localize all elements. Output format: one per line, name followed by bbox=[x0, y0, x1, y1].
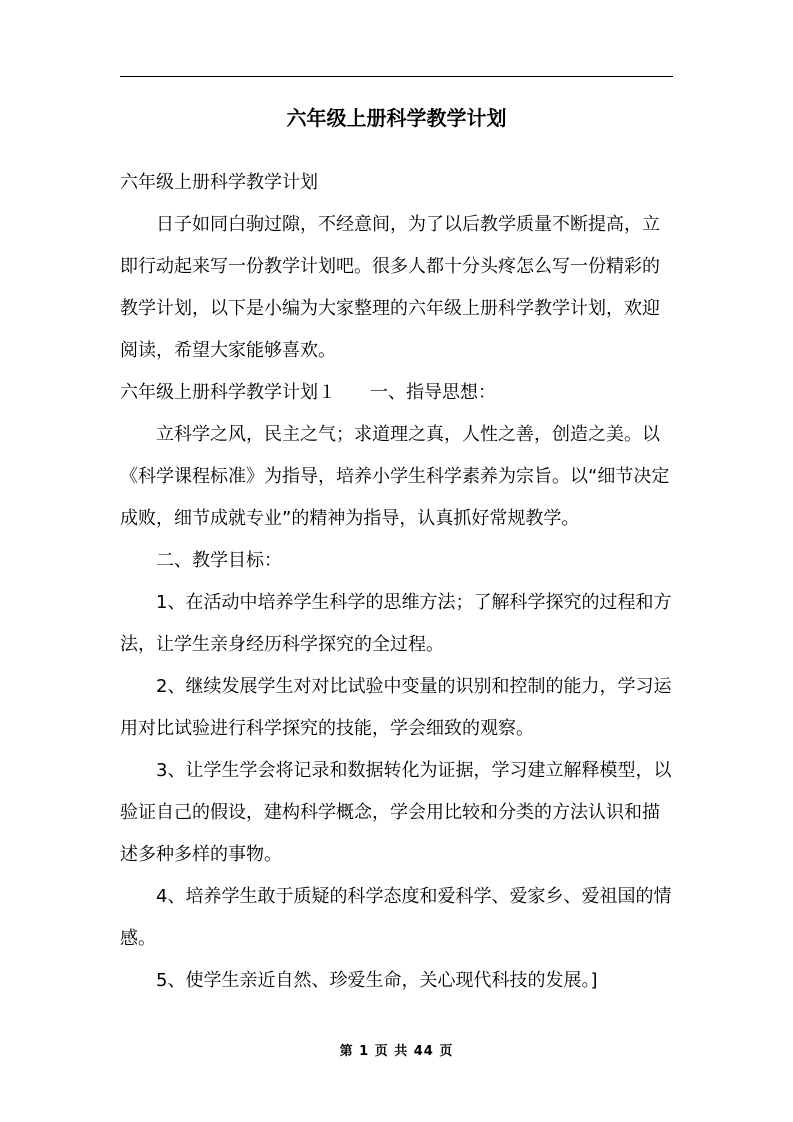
plan-heading-line bbox=[120, 372, 673, 414]
goal-item-2: 2、继续发展学生对对比试验中变量的识别和控制的能力，学习运用对比试验进行科学探究的技能，学会细致的观察。 bbox=[120, 676, 672, 739]
header-rule bbox=[120, 76, 673, 77]
section1-body: 立科学之风，民主之气；求道理之真，人性之善，创造之美。以《科学课程标准》为指导，培养小学生科学素养为宗旨。以“细节决定成败，细节成就专业”的精神为指导，认真抓好常规教学。 bbox=[120, 424, 670, 529]
intro-paragraph: 日子如同白驹过隙，不经意间，为了以后教学质量不断提高，立即行动起来写一份教学计划吧。很多人都十分头疼怎么写一份精彩的教学计划，以下是小编为大家整理的六年级上册科学教学计划，欢迎阅读，希望大家能够喜欢。 bbox=[120, 214, 660, 361]
plan-label: 六年级上册科学教学计划１ bbox=[120, 382, 336, 403]
document-subtitle: 六年级上册科学教学计划 bbox=[120, 172, 318, 193]
goal-item-3: 3、让学生学会将记录和数据转化为证据，学习建立解释模型，以验证自己的假设，建构科学概念，学会用比较和分类的方法认识和描述多种多样的事物。 bbox=[120, 760, 672, 865]
document-body bbox=[120, 162, 673, 1002]
goal-item-1: 1、在活动中培养学生科学的思维方法；了解科学探究的过程和方法，让学生亲身经历科学探究的全过程。 bbox=[120, 592, 672, 655]
document-title: 六年级上册科学教学计划 bbox=[286, 106, 507, 130]
goal-item-4: 4、培养学生敢于质疑的科学态度和爱科学、爱家乡、爱祖国的情感。 bbox=[120, 886, 672, 949]
page-number-footer: 第 1 页 共 44 页 bbox=[339, 1044, 454, 1059]
section2-heading: 二、教学目标： bbox=[156, 550, 282, 571]
section1-heading: 一、指导思想： bbox=[370, 382, 496, 403]
goal-item-5: 5、使学生亲近自然、珍爱生命，关心现代科技的发展。] bbox=[156, 970, 598, 991]
